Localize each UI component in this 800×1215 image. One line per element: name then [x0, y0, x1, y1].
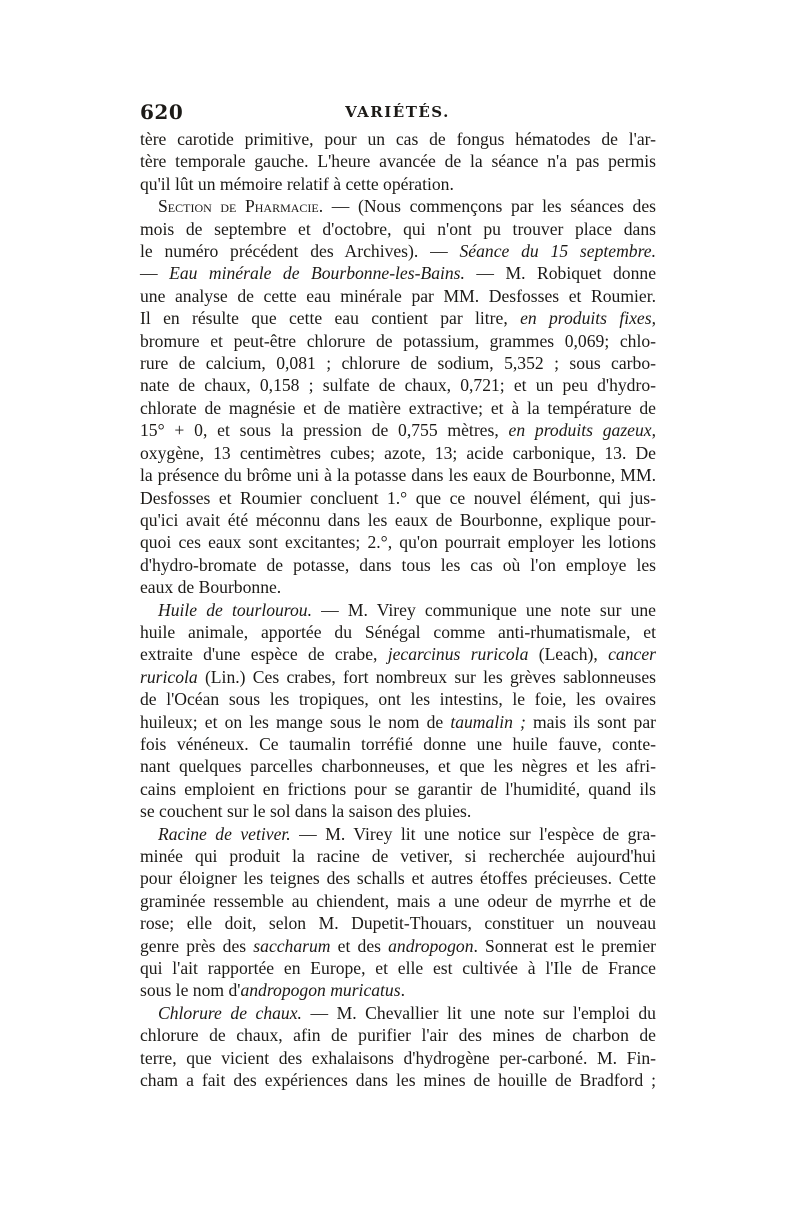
italic-text: saccharum: [253, 935, 331, 956]
italic-text: jecarcinus ruricola: [387, 644, 529, 665]
section-heading: Section de Pharmacie.: [158, 196, 324, 217]
text-run: extraite d'une espèce de crabe,: [140, 644, 388, 665]
text-line: [140, 150, 656, 172]
text-run: qu'il lût un mémoire relatif à cette opération.: [140, 173, 454, 194]
italic-text: ruricola: [140, 666, 198, 687]
text-run: Il en résulte que cette eau contient par litre,: [140, 308, 521, 329]
text-run: nant quelques parcelles charbonneuses, et que les nègres et les afri-: [140, 756, 656, 777]
text-line: [140, 1069, 656, 1091]
text-run: d'hydro-bromate de potasse, dans tous les cas où l'on employe les: [140, 554, 656, 575]
text-run: — (Nous commençons par les séances des: [323, 196, 656, 217]
text-line: [140, 240, 656, 262]
italic-text: en produits gazeux: [508, 420, 652, 441]
text-line: [140, 666, 656, 688]
text-run: terre, que vicient des exhalaisons d'hydrogène per-carboné. M. Fin-: [140, 1047, 656, 1068]
text-line: [140, 442, 656, 464]
text-run: eaux de Bourbonne.: [140, 577, 282, 598]
text-line: [140, 419, 656, 441]
text-run: ,: [651, 420, 656, 441]
text-line: [140, 307, 656, 329]
page-header: [140, 100, 655, 128]
text-run: qu'ici avait été méconnu dans les eaux de Bourbonne, explique pour-: [140, 509, 656, 530]
text-run: rose; elle doit, selon M. Dupetit-Thouars, constituer un nouveau: [140, 913, 656, 934]
text-line: [140, 397, 656, 419]
text-line: [140, 464, 656, 486]
text-run: . Sonnerat est le premier: [473, 935, 656, 956]
text-line: [140, 1002, 656, 1024]
italic-text: Huile de tourlourou.: [158, 599, 312, 620]
italic-text: andropogon muricatus: [240, 980, 401, 1001]
text-line: [140, 688, 656, 710]
text-run: sous le nom d': [140, 980, 241, 1001]
text-line: [140, 912, 656, 934]
text-run: la présence du brôme uni à la potasse dans les eaux de Bourbonne, MM.: [140, 465, 656, 486]
text-run: minée qui produit la racine de vetiver, si recherchée aujourd'hui: [140, 846, 656, 866]
italic-text: Séance du 15 septembre.: [459, 241, 656, 262]
text-line: [140, 599, 656, 621]
text-line: [140, 509, 656, 531]
text-run: chlorure de chaux, afin de purifier l'air des mines de charbon de: [140, 1025, 656, 1046]
text-run: chlorate de magnésie et de matière extractive; et à la température de: [140, 397, 656, 418]
text-run: huile animale, apportée du Sénégal comme anti-rhumatismale, et: [140, 621, 656, 642]
text-line: [140, 1047, 656, 1069]
italic-text: Chlorure de chaux.: [158, 1002, 302, 1023]
italic-text: en produits fixes: [520, 308, 652, 329]
text-line: [140, 576, 656, 598]
text-line: [140, 554, 656, 576]
text-line: [140, 755, 656, 777]
text-run: le numéro précédent des Archives). —: [140, 241, 460, 262]
italic-text: Racine de vetiver.: [158, 823, 291, 844]
text-run: qui l'ait rapportée en Europe, et elle est cultivée à l'Ile de France: [140, 958, 656, 979]
text-run: oxygène, 13 centimètres cubes; azote, 13; acide carbonique, 13. De: [140, 442, 656, 463]
page-number: 620: [140, 100, 184, 124]
text-run: rure de calcium, 0,081 ; chlorure de sodium, 5,352 ; sous carbo-: [140, 353, 656, 374]
text-run: huileux; et on les mange sous le nom de: [140, 711, 451, 732]
text-run: graminée ressemble au chiendent, mais a une odeur de myrrhe et de: [140, 890, 656, 911]
text-run: ,: [651, 308, 656, 329]
text-run: Desfosses et Roumier concluent 1.° que ce nouvel élément, qui jus-: [140, 487, 656, 508]
text-run: se couchent sur le sol dans la saison des pluies.: [140, 801, 472, 822]
text-line: [140, 733, 656, 755]
text-line: [140, 128, 656, 150]
text-run: une analyse de cette eau minérale par MM. Desfosses et Roumier.: [140, 285, 656, 306]
italic-text: Eau minérale de Bourbonne-les-Bains.: [169, 263, 465, 284]
text-run: pour éloigner les teignes des schalls et autres étoffes précieuses. Cette: [140, 868, 656, 889]
text-line: [140, 262, 656, 284]
text-run: — M. Robiquet donne: [464, 263, 656, 284]
text-run: — M. Chevallier lit une note sur l'emploi du: [301, 1002, 656, 1023]
text-run: 15° + 0, et sous la pression de 0,755 mètres,: [140, 420, 509, 441]
text-line: [140, 643, 656, 665]
text-run: genre près des: [140, 935, 254, 956]
text-line: [140, 823, 656, 845]
text-run: mais ils sont par: [525, 711, 656, 732]
text-line: [140, 979, 656, 1001]
text-run: bromure et peut-être chlorure de potassium, grammes 0,069; chlo-: [140, 330, 656, 351]
text-run: cham a fait des expériences dans les mines de houille de Bradford ;: [140, 1070, 656, 1091]
text-line: [140, 935, 656, 957]
text-line: [140, 1024, 656, 1046]
text-line: [140, 867, 656, 889]
italic-text: cancer: [608, 644, 656, 665]
italic-text: andropogon: [388, 935, 474, 956]
text-run: et des: [330, 935, 389, 956]
text-run: nate de chaux, 0,158 ; sulfate de chaux, 0,721; et un peu d'hydro-: [140, 375, 656, 396]
text-line: [140, 352, 656, 374]
text-run: —: [140, 263, 170, 284]
text-run: de l'Océan sous les tropiques, ont les intestins, le foie, les ovaires: [140, 689, 656, 710]
text-run: — M. Virey communique une note sur une: [312, 599, 656, 620]
text-run: quoi ces eaux sont excitantes; 2.°, qu'on pourrait employer les lotions: [140, 532, 656, 553]
text-line: [140, 374, 656, 396]
text-run: .: [400, 980, 405, 1001]
text-line: [140, 845, 656, 867]
text-run: (Leach),: [528, 644, 609, 665]
italic-text: taumalin ;: [450, 711, 526, 732]
text-line: [140, 195, 656, 217]
text-line: [140, 621, 656, 643]
text-run: mois de septembre et d'octobre, qui n'ont pu trouver place dans: [140, 218, 656, 239]
text-line: [140, 957, 656, 979]
running-head: VARIÉTÉS.: [345, 103, 450, 121]
text-line: [140, 330, 656, 352]
text-line: [140, 487, 656, 509]
text-run: (Lin.) Ces crabes, fort nombreux sur les grèves sablonneuses: [197, 666, 656, 687]
text-line: [140, 711, 656, 733]
text-run: tère carotide primitive, pour un cas de fongus hématodes de l'ar-: [140, 129, 656, 149]
text-run: — M. Virey lit une notice sur l'espèce de gra-: [290, 823, 657, 844]
text-run: fois vénéneux. Ce taumalin torréfié donne une huile fauve, conte-: [140, 733, 656, 754]
body-text: [140, 128, 656, 1091]
text-line: [140, 890, 656, 912]
text-line: [140, 173, 656, 195]
text-line: [140, 778, 656, 800]
text-run: tère temporale gauche. L'heure avancée de la séance n'a pas permis: [140, 151, 656, 172]
text-line: [140, 800, 656, 822]
text-line: [140, 218, 656, 240]
text-line: [140, 531, 656, 553]
text-run: cains emploient en frictions pour se garantir de l'humidité, quand ils: [140, 778, 656, 799]
text-line: [140, 285, 656, 307]
